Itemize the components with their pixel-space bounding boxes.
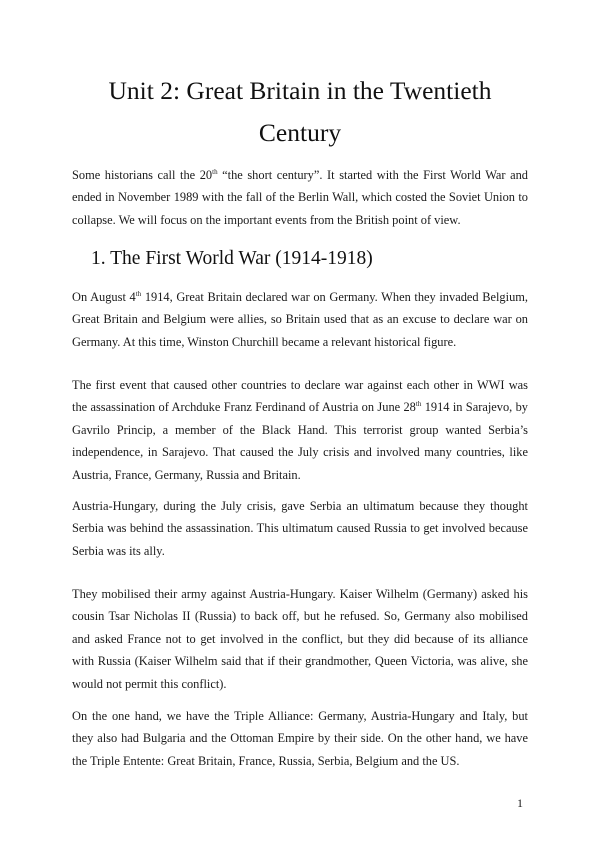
paragraph-1-text-end: 1914, Great Britain declared war on Germany. When they invaded Belgium, Great Britain and Belgium were allies, so Britain used that as an excuse to declare war on Germany. At this time, Winston Churchill became a relevant historical figure. — [72, 290, 529, 349]
intro-text-start: Some historians call the 20 — [72, 168, 213, 182]
page-title-line-1: Unit 2: Great Britain in the Twentieth — [108, 76, 492, 105]
page-number: 1 — [517, 796, 523, 810]
paragraph-ultimatum: Austria-Hungary, during the July crisis, gave Serbia an ultimatum because they thought Serbia was behind the assassination. This ultimatum caused Russia to get involved because Serbia was its ally. — [72, 499, 528, 558]
paragraph-2-text-start: The first event that caused other countries to declare war against each other in WWI was the assassination of Archduke Franz Ferdinand of Austria on June 28 — [72, 378, 528, 415]
paragraph-1-text-start: On August 4 — [72, 290, 136, 304]
paragraph-1-ordinal-suffix: th — [135, 290, 142, 298]
paragraph-2-ordinal-suffix: th — [415, 400, 422, 409]
page-title-line-2: Century — [258, 118, 342, 147]
paragraph-assassination — [72, 374, 528, 486]
paragraph-alliances: On the one hand, we have the Triple Alliance: Germany, Austria-Hungary and Italy, but they also had Bulgaria and the Ottoman Empire by their side. On the other hand, we have the Triple Entente: Great Britain, France, Russia, Serbia, Belgium and the US. — [72, 709, 528, 768]
section-heading: 1. The First World War (1914-1918) — [91, 248, 373, 269]
intro-ordinal-suffix: th — [212, 168, 218, 176]
paragraph-2-text-end: 1914 in Sarajevo, by Gavrilo Princip, a member of the Black Hand. This terrorist group wanted Serbia’s independence, in Sarajevo. That caused the July crisis and involved many countries, like Austria, France, Germany, Russia and Britain. — [72, 400, 528, 482]
paragraph-declaration-of-war — [72, 286, 528, 353]
intro-text-end: “the short century”. It started with the First World War and ended in November 1989 with the fall of the Berlin Wall, which costed the Soviet Union to collapse. We will focus on the important events from the British point of view. — [72, 168, 528, 227]
paragraph-mobilisation: They mobilised their army against Austria-Hungary. Kaiser Wilhelm (Germany) asked his cousin Tsar Nicholas II (Russia) to back off, but he refused. So, Germany also mobilised and asked France not to get involved in the conflict, but they did because of its alliance with Russia (Kaiser Wilhelm said that if their grandmother, Queen Victoria, was alive, she would not permit this conflict). — [72, 587, 528, 691]
intro-paragraph — [72, 164, 528, 231]
